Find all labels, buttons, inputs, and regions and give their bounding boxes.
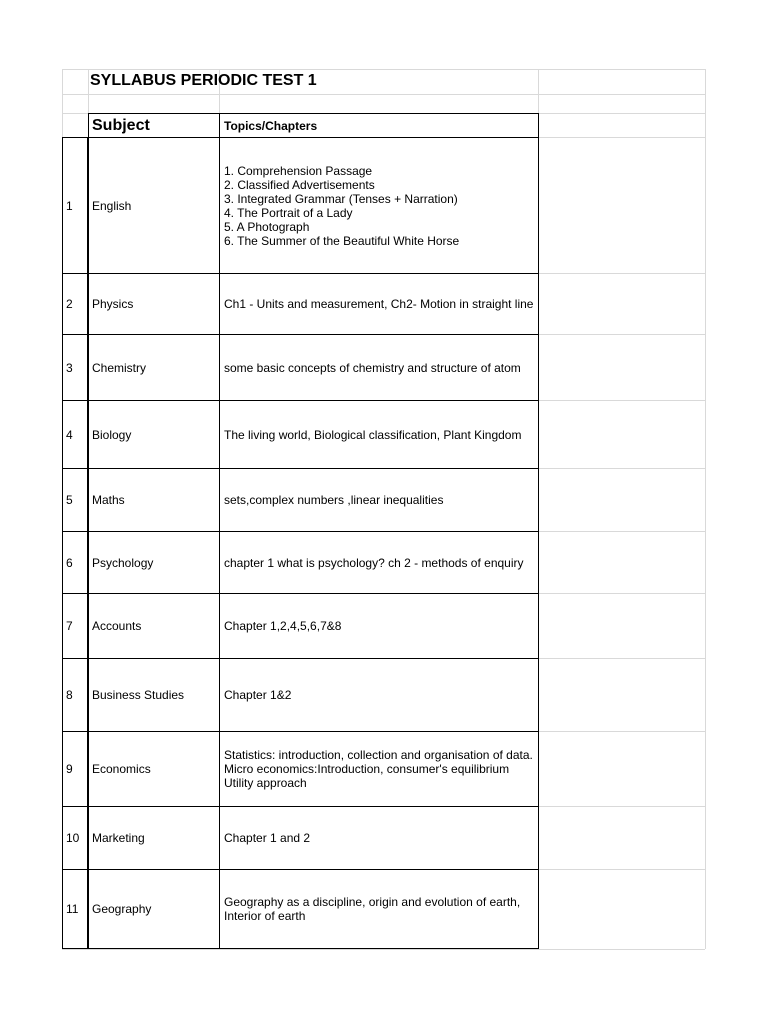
subject-cell: Accounts (88, 593, 220, 659)
row-number: 8 (62, 658, 88, 732)
row-number: 7 (62, 593, 88, 659)
topics-cell: 1. Comprehension Passage 2. Classified Advertisements 3. Integrated Grammar (Tenses + Narration) 4. The Portrait of a Lady 5. A Photograph 6. The Summer of the Beautiful White Horse (219, 137, 539, 274)
topics-cell: The living world, Biological classification, Plant Kingdom (219, 400, 539, 469)
topics-cell: Statistics: introduction, collection and organisation of data. Micro economics:Introduction, consumer's equilibrium Utility approach (219, 731, 539, 807)
gridline (62, 69, 705, 70)
topics-cell: sets,complex numbers ,linear inequalities (219, 468, 539, 532)
topics-cell: some basic concepts of chemistry and structure of atom (219, 334, 539, 401)
subject-cell: English (88, 137, 220, 274)
topics-cell: Geography as a discipline, origin and evolution of earth, Interior of earth (219, 869, 539, 949)
topics-cell: Chapter 1 and 2 (219, 806, 539, 870)
subject-cell: Geography (88, 869, 220, 949)
subject-cell: Physics (88, 273, 220, 335)
topics-cell: Chapter 1&2 (219, 658, 539, 732)
gridline (62, 94, 705, 95)
page-title: SYLLABUS PERIODIC TEST 1 (90, 72, 317, 89)
subject-cell: Maths (88, 468, 220, 532)
topics-header: Topics/Chapters (219, 113, 539, 138)
row-number: 9 (62, 731, 88, 807)
subject-cell: Chemistry (88, 334, 220, 401)
row-number: 1 (62, 137, 88, 274)
subject-cell: Marketing (88, 806, 220, 870)
row-number: 6 (62, 531, 88, 594)
gridline (62, 949, 705, 950)
row-number: 4 (62, 400, 88, 469)
topics-cell: chapter 1 what is psychology? ch 2 - methods of enquiry (219, 531, 539, 594)
row-number: 2 (62, 273, 88, 335)
topics-cell: Ch1 - Units and measurement, Ch2- Motion in straight line (219, 273, 539, 335)
subject-header: Subject (88, 113, 220, 138)
subject-cell: Business Studies (88, 658, 220, 732)
topics-cell: Chapter 1,2,4,5,6,7&8 (219, 593, 539, 659)
subject-cell: Psychology (88, 531, 220, 594)
subject-cell: Biology (88, 400, 220, 469)
row-number: 5 (62, 468, 88, 532)
row-number: 10 (62, 806, 88, 870)
row-number: 11 (62, 869, 88, 949)
row-number: 3 (62, 334, 88, 401)
subject-cell: Economics (88, 731, 220, 807)
gridline (705, 69, 706, 949)
